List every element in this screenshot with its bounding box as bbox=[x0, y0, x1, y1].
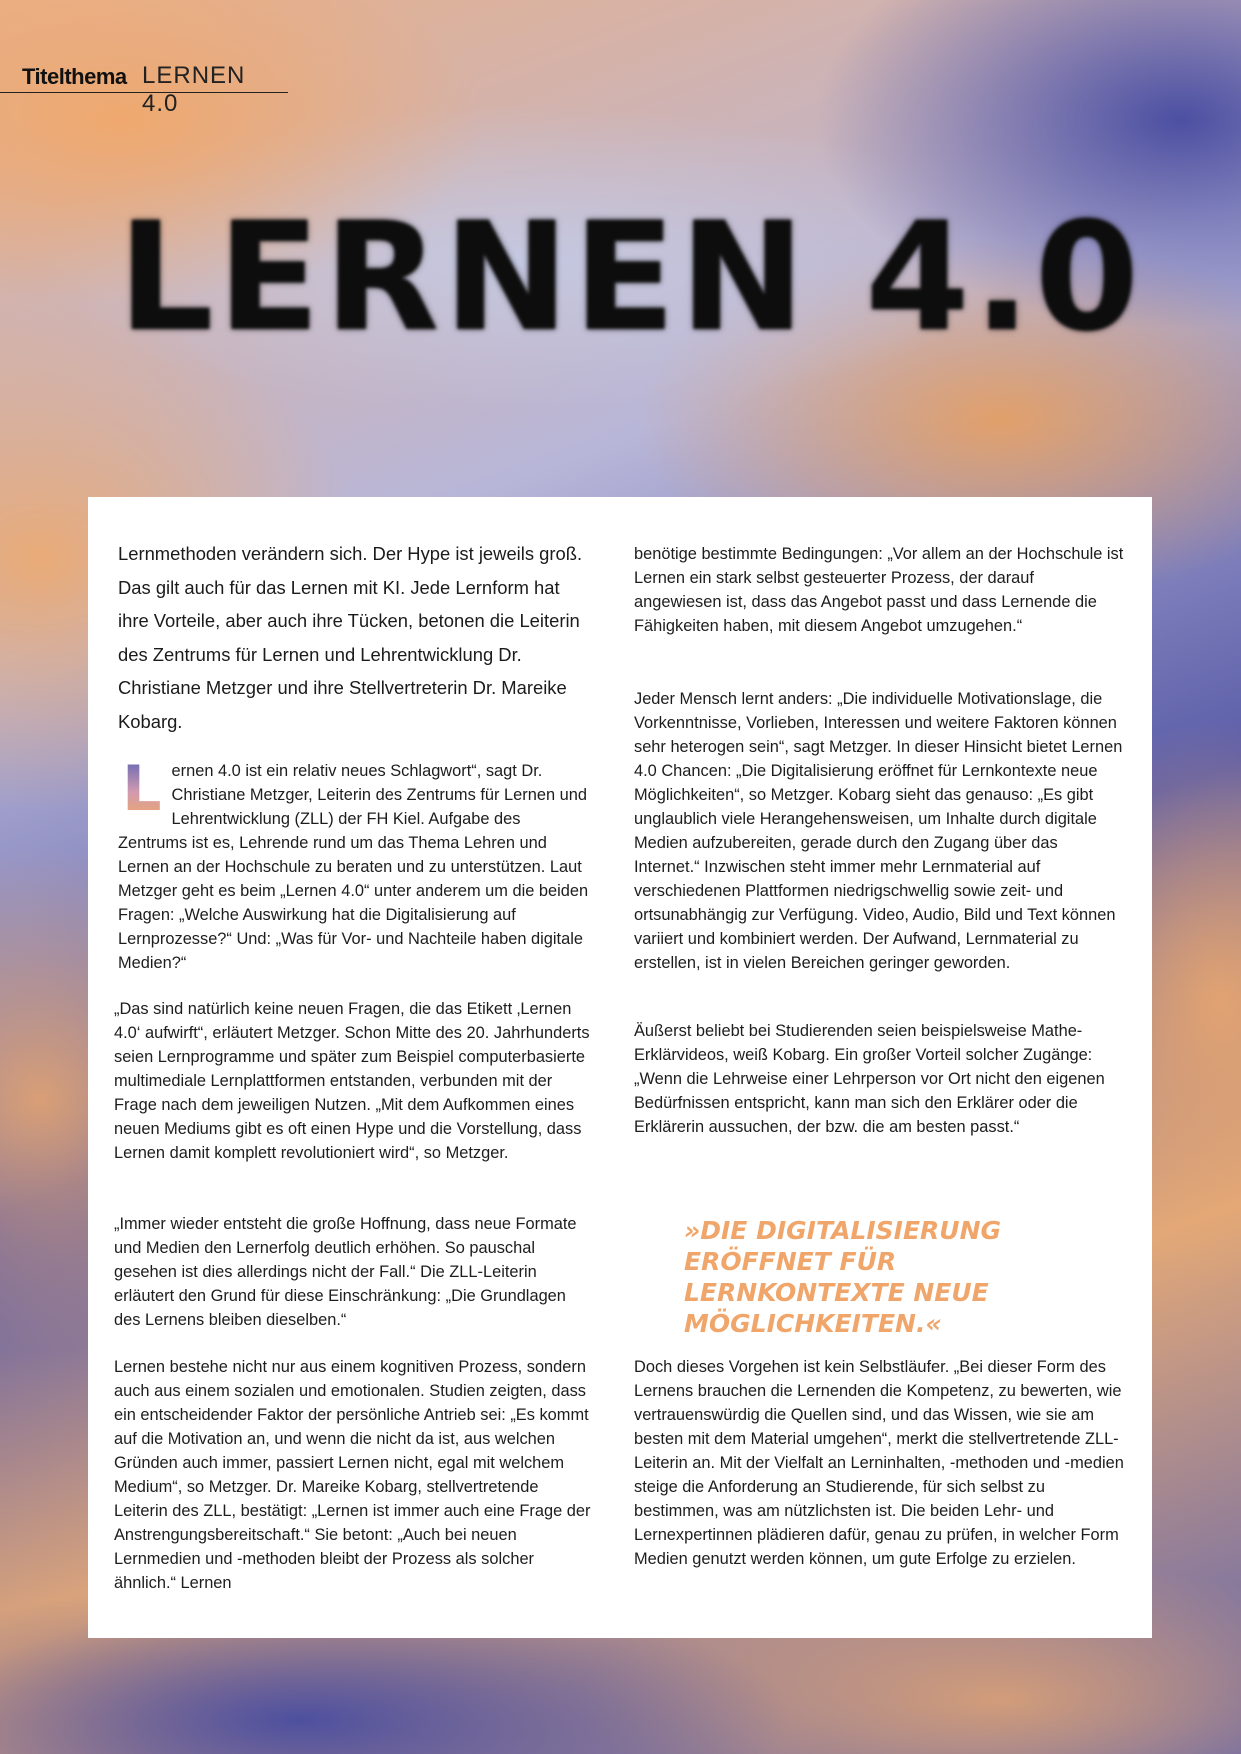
section-header bbox=[0, 62, 288, 117]
article-paragraph-8: Doch dieses Vorgehen ist kein Selbstläufer. „Bei dieser Form des Lernens brauchen die Lernenden die Kompetenz, zu bewerten, wie vertrauenswürdig die Quellen sind, und das Wissen, wie sie am besten mit dem Material umgehen“, merkt die stellvertretende ZLL-Leiterin an. Mit der Vielfalt an Lerninhalten, -methoden und -medien steige die Anforderung an Studierende, für sich selbst zu bestimmen, was am nützlichsten ist. Die beiden Lehr- und Lernexpertinnen plädieren dafür, genau zu prüfen, in welcher Form Medien genutzt werden können, um gute Erfolge zu erzielen. bbox=[634, 1358, 1124, 1568]
article-paragraph-5: benötige bestimmte Bedingungen: „Vor allem an der Hochschule ist Lernen ein stark selbst gesteuerter Prozess, der darauf angewiesen ist, dass das Angebot passt und dass Lernende die Fähigkeiten haben, mit diesem Angebot umzugehen.“ bbox=[634, 545, 1124, 635]
article-paragraph-6: Jeder Mensch lernt anders: „Die individuelle Motivationslage, die Vorkenntnisse, Vorlieben, Interessen und weitere Faktoren können sehr heterogen sein“, sagt Metzger. In dieser Hinsicht bietet Lernen 4.0 Chancen: „Die Digitalisierung eröffnet für Lernkontexte neue Möglichkeiten“, so Metzger. Kobarg sieht das genauso: „Es gibt unglaublich viele Herangehensweisen, um Inhalte durch digitale Medien aufzubereiten, gerade durch den Zugang über das Internet.“ Inzwischen steht immer mehr Lernmaterial auf verschiedenen Plattformen niedrigschwellig sowie zeit- und ortsunabhängig zur Verfügung. Video, Audio, Bild und Text können variiert und kombiniert werden. Der Aufwand, Lernmaterial zu erstellen, ist in vielen Bereichen geringer geworden. bbox=[634, 690, 1123, 972]
article-body bbox=[88, 497, 1152, 1638]
section-topic: LERNEN 4.0 bbox=[142, 62, 246, 117]
hero-title: LERNEN 4.0 bbox=[118, 191, 1144, 365]
paragraph-1-text: ernen 4.0 ist ein relativ neues Schlagwort“, sagt Dr. Christiane Metzger, Leiterin des Zentrums für Lernen und Lehrentwicklung (ZLL) der FH Kiel. Aufgabe des Zentrums ist es, Lehrende rund um das Thema Lehren und Lernen an der Hochschule zu beraten und zu unterstützen. Laut Metzger geht es beim „Lernen 4.0“ unter anderem um die beiden Fragen: „Welche Auswirkung hat die Digitalisierung auf Lernprozesse?“ Und: „Was für Vor- und Nachteile haben digitale Medien?“ bbox=[118, 762, 589, 972]
article-paragraph-2: „Das sind natürlich keine neuen Fragen, die das Etikett ‚Lernen 4.0‘ aufwirft“, erläutert Metzger. Schon Mitte des 20. Jahrhunderts seien Lernprogramme und später zum Beispiel computerbasierte multimediale Lernplattformen entstanden, verbunden mit der Frage nach dem jeweiligen Nutzen. „Mit dem Aufkommen eines neuen Mediums gibt es oft einen Hype und die Vorstellung, dass Lernen damit komplett revolutioniert wird“, so Metzger. bbox=[114, 1000, 590, 1162]
pull-quote: »DIE DIGITALISIERUNG ERÖFFNET FÜR LERNKONTEXTE NEUE MÖGLICHKEITEN.« bbox=[684, 1216, 1002, 1338]
article-paragraph-3: „Immer wieder entsteht die große Hoffnung, dass neue Formate und Medien den Lernerfolg deutlich erhöhen. So pauschal gesehen ist dies allerdings nicht der Fall.“ Die ZLL-Leiterin erläutert den Grund für diese Einschränkung: „Die Grundlagen des Lernens bleiben dieselben.“ bbox=[114, 1215, 577, 1329]
article-paragraph-1 bbox=[118, 752, 594, 975]
article-paragraph-4: Lernen bestehe nicht nur aus einem kognitiven Prozess, sondern auch aus einem sozialen und emotionalen. Studien zeigten, dass ein entscheidender Faktor der persönliche Antrieb sei: „Es kommt auf die Motivation an, und wenn die nicht da ist, aus welchen Gründen auch immer, passiert Lernen nicht, egal mit welchem Medium“, so Metzger. Dr. Mareike Kobarg, stellvertretende Leiterin des ZLL, bestätigt: „Lernen ist immer auch eine Frage der Anstrengungsbereitschaft.“ Sie betont: „Auch bei neuen Lernmedien und -methoden bleibt der Prozess als solcher ähnlich.“ Lernen bbox=[114, 1358, 591, 1592]
article-paragraph-7: Äußerst beliebt bei Studierenden seien beispielsweise Mathe-Erklärvideos, weiß Kobarg. Ein großer Vorteil solcher Zugänge: „Wenn die Lehrweise einer Lehrperson vor Ort nicht den eigenen Bedürfnissen entspricht, kann man sich den Erklärer oder die Erklärerin aussuchen, der bzw. die am besten passt.“ bbox=[634, 1022, 1105, 1136]
section-kicker: Titelthema bbox=[22, 64, 127, 89]
article-lead: Lernmethoden verändern sich. Der Hype ist jeweils groß. Das gilt auch für das Lernen mit KI. Jede Lernform hat ihre Vorteile, aber auch ihre Tücken, betonen die Leiterin des Zentrums für Lernen und Lehrentwicklung Dr. Christiane Metzger und ihre Stellvertreterin Dr. Mareike Kobarg. bbox=[118, 543, 583, 732]
drop-cap: L bbox=[122, 752, 162, 825]
